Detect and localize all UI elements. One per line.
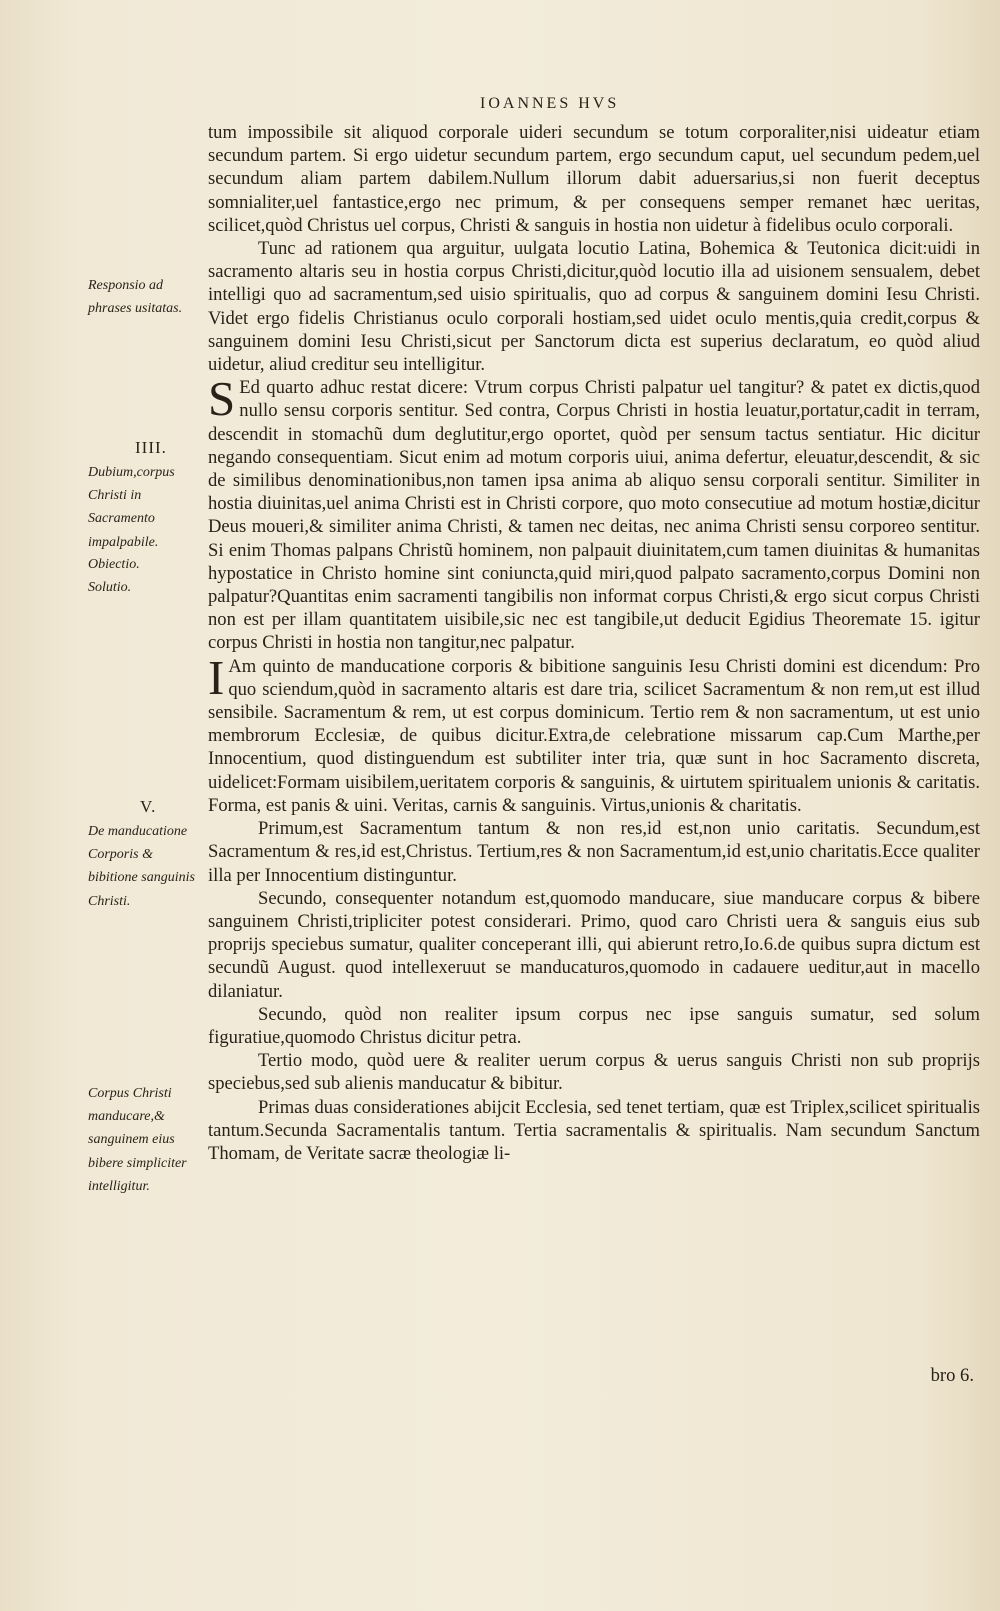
paragraph-quarto	[208, 371, 980, 654]
drop-cap: I	[208, 649, 225, 705]
drop-cap: S	[208, 371, 236, 427]
paragraph-text: Am quinto de manducatione corporis & bibitione sanguinis Iesu Christi domini est dicendum: Pro quo sciendum,quòd in sacramento altaris est dare tria, scilicet Sacramentum & non rem,ut est illud sensibile. Sacramentum & rem, ut est corpus dominicum. Tertio rem & non sacramentum, ut est unio membrorum Ecclesiæ, de quibus dicitur.Extra,de celebratione missarum cap.Cum Marthe,per Innocentium, quod distinguendum est subtiliter inter tria, quæ sunt in hoc Sacramento discreta, uidelicet:Formam uisibilem,ueritatem corporis & sanguinis, & uirtutem spiritualem unionis & caritatis. Forma, est panis & uini. Veritas, carnis & sanguinis. Virtus,unionis & charitatis.	[208, 655, 980, 816]
main-text-column	[208, 121, 980, 1165]
margin-note-manducatione: De manducatione Corporis & bibitione sanguinis Christi.	[88, 824, 195, 909]
margin-note-corpus-christi: Corpus Christi manducare,& sanguinem eius bibere simpliciter intelligitur.	[88, 1086, 187, 1194]
margin-note-responsio: Responsio ad phrases usitatas.	[88, 278, 183, 317]
paragraph: Tertio modo, quòd uere & realiter uerum corpus & uerus sanguis Christi non sub proprijs speciebus,sed sub alienis manducatur & bibitur.	[208, 1050, 980, 1095]
margin-number-iv: IIII.	[135, 438, 167, 457]
paragraph: Secundo, consequenter notandum est,quomodo manducare, siue manducare corpus & bibere sanguinem Christi,tripliciter potest considerari. Primo, quod caro Christi uera & sanguis eius sub proprijs speciebus sumatur, qualiter conceperant illi, qui abierunt retro,Io.6.de quibus supra dictum est secundũ August. quod intellexeruut se manducaturos,quomodo in cadauere ueditur,aut in macello dilaniatur.	[208, 887, 980, 1002]
paragraph: Primum,est Sacramentum tantum & non res,id est,non unio caritatis. Secundum,est Sacramentum & res,id est,Christus. Tertium,res & non Sacramentum,id est,unio charitatis.Ecce qualiter illa per Innocentium distinguntur.	[208, 818, 980, 886]
running-head: IOANNES HVS	[480, 95, 620, 112]
paragraph: Secundo, quòd non realiter ipsum corpus nec ipse sanguis sumatur, sed solum figuratiue,quomodo Christus dicitur petra.	[208, 1003, 980, 1048]
margin-note-obiectio: Obiectio.	[88, 557, 140, 572]
catchword: bro 6.	[930, 1365, 974, 1386]
paragraph-quinto	[208, 649, 980, 817]
margin-note-solutio: Solutio.	[88, 580, 132, 595]
margin-note-dubium: Dubium,corpus Christi in Sacramento impalpabile.	[88, 465, 175, 550]
paragraph: Tunc ad rationem qua arguitur, uulgata locutio Latina, Bohemica & Teutonica dicit:uidi in sacramento altaris seu in hostia corpus Christi,dicitur,quòd locutio illa ad uisionem sensualem, debet intelligi quo ad sacramentum,sed uisio spiritualis, quo ad corpus & sanguinem domini Iesu Christi. Videt ergo fidelis Christianus oculo corporali hostiam,sed uidet oculo mentis,quia credit,corpus & sanguinem domini Iesu Christi,sicut per Sanctorum dicta est superius declaratum, eo quòd aliud uidetur, aliud creditur seu intelligitur.	[208, 238, 980, 376]
paragraph: tum impossibile sit aliquod corporale uideri secundum se totum corporaliter,nisi uideatur etiam secundum partem. Si ergo uidetur secundum partem, ergo secundum caput, uel secundum pedem,uel secundum aliam partem dabilem.Nullum illorum dabit aduersarius,si non fuerit deceptus somnialiter,uel fantastice,ergo nec primum, & per consequens semper remanet hæc ueritas, scilicet,quòd Christus uel corpus, Christi & sanguis in hostia non uidetur à fidelibus oculo corporali.	[208, 122, 980, 236]
margin-number-v: V.	[140, 797, 157, 816]
paragraph: Primas duas considerationes abijcit Ecclesia, sed tenet tertiam, quæ est Triplex,scilicet spiritualis tantum.Secunda Sacramentalis tantum. Tertia sacramentalis & spiritualis. Nam secundum Sanctum Thomam, de Veritate sacræ theologiæ li-	[208, 1096, 980, 1164]
paragraph-text: Ed quarto adhuc restat dicere: Vtrum corpus Christi palpatur uel tangitur? & patet ex dictis,quod nullo sensu corporis sentitur. Sed contra, Corpus Christi in hostia leuatur,portatur,cadit in terram, descendit in stomachũ dum deglutitur,ergo oportet, quòd per sensum tactus sentiatur. Hic dicitur negando consequentiam. Sicut enim ad motum corporis uiui, anima defertur, eleuatur,descendit, & sic de similibus denominationibus,non tamen ipsa anima ab aliquo sensu corporali sentitur. Similiter in hostia diuinitas,uel anima Christi est in Christi corpore, quo moto consecutiue ad motum hostiæ,dicitur Deus moueri,& similiter anima Christi, & tamen nec deitas, nec anima Christi sensu corporeo sentitur. Si enim Thomas palpans Christũ hominem, non palpauit diuinitatem,cum tamen diuinitas & humanitas hypostatice in Christo homine sint coniuncta,quid miri,quod palpato sacramento,corpus Domini non palpatur?Quantitas enim sacramenti tangibilis non informat corpus Christi,& ergo sicut corpus Christi non est per illam quantitatem uisibile,sic nec est tangibile,ut deducit Egidius Theoremate 15. igitur corpus Christi in hostia non tangitur,nec palpatur.	[208, 377, 980, 654]
